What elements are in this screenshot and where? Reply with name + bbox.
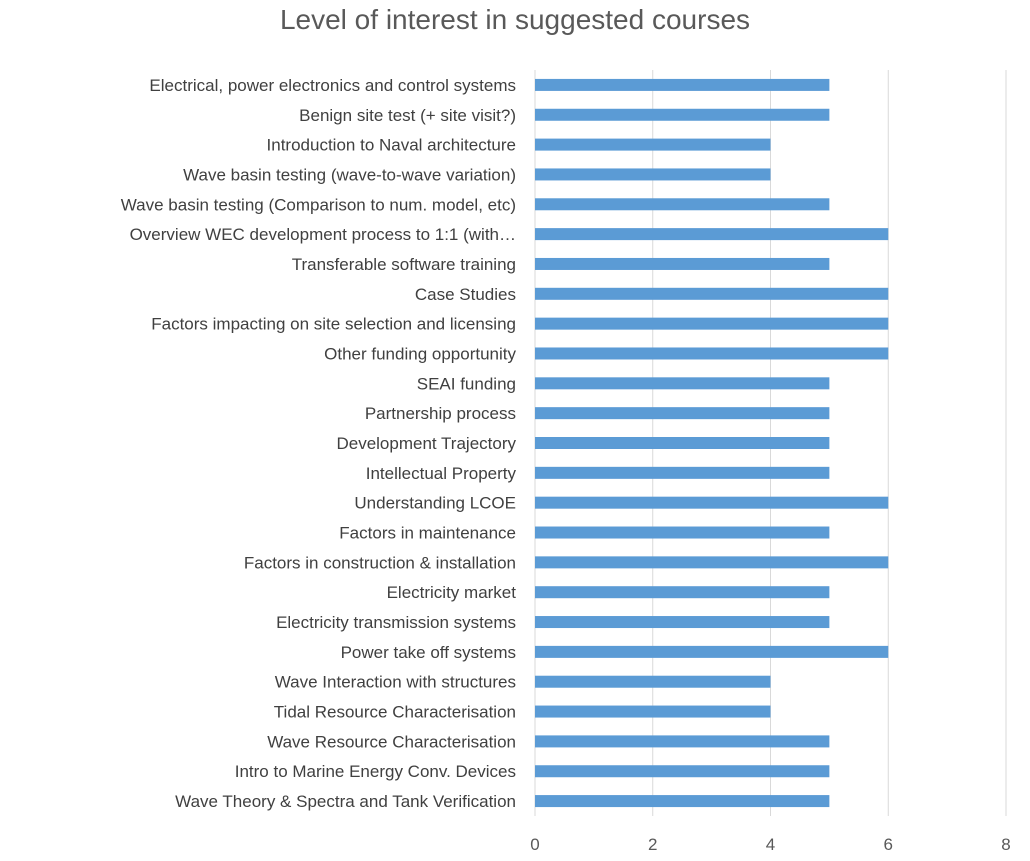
bar [535, 109, 829, 121]
bar [535, 497, 888, 509]
category-label: Wave Resource Characterisation [267, 732, 516, 752]
bar [535, 735, 829, 747]
category-label: Electricity transmission systems [276, 613, 516, 633]
category-label: Partnership process [364, 404, 516, 424]
bar [535, 676, 771, 688]
bar [535, 139, 771, 151]
category-label: Wave Theory & Spectra and Tank Verification [175, 792, 516, 812]
bar [535, 407, 829, 419]
category-label: Factors impacting on site selection and licensing [151, 314, 516, 334]
x-tick-label: 8 [1001, 835, 1011, 854]
bar [535, 288, 888, 300]
category-label: Factors in construction & installation [243, 553, 516, 573]
bar [535, 198, 829, 210]
bar [535, 795, 829, 807]
category-label: Intellectual Property [365, 463, 516, 483]
category-label: Benign site test (+ site visit?) [299, 105, 516, 125]
category-label: Wave Interaction with structures [274, 672, 516, 692]
x-tick-label: 4 [765, 835, 776, 854]
bar [535, 168, 771, 180]
bar [535, 377, 829, 389]
category-label: Transferable software training [291, 254, 516, 274]
bar [535, 586, 829, 598]
category-label: Understanding LCOE [354, 493, 516, 513]
bar [535, 527, 829, 539]
bar [535, 258, 829, 270]
x-tick-label: 6 [883, 835, 893, 854]
bar [535, 646, 888, 658]
category-label: Case Studies [414, 284, 516, 304]
bar [535, 228, 888, 240]
category-label: Wave basin testing (Comparison to num. model, etc) [120, 195, 516, 215]
chart-title: Level of interest in suggested courses [279, 4, 751, 35]
x-tick-label: 0 [530, 835, 540, 854]
bar [535, 765, 829, 777]
bar [535, 437, 829, 449]
x-tick-label: 2 [648, 835, 658, 854]
category-label: Overview WEC development process to 1:1 (with… [129, 225, 516, 245]
category-label: Development Trajectory [336, 434, 516, 453]
category-label: Introduction to Naval architecture [266, 135, 516, 155]
bar [535, 706, 771, 718]
category-label: Electricity market [386, 583, 516, 603]
bar [535, 467, 829, 479]
category-labels [121, 76, 517, 811]
category-label: Factors in maintenance [339, 523, 516, 543]
bars [535, 79, 888, 807]
category-label: SEAI funding [416, 374, 516, 394]
category-label: Tidal Resource Characterisation [273, 702, 516, 722]
bar [535, 616, 829, 628]
category-label: Power take off systems [340, 642, 516, 662]
category-label: Electrical, power electronics and control systems [149, 75, 516, 95]
category-label: Intro to Marine Energy Conv. Devices [234, 762, 516, 782]
x-tick-labels [530, 835, 1010, 854]
bar [535, 79, 829, 91]
bar [535, 556, 888, 568]
bar [535, 347, 888, 359]
category-label: Wave basin testing (wave-to-wave variation) [183, 165, 516, 185]
bar [535, 318, 888, 330]
category-label: Other funding opportunity [324, 344, 516, 364]
